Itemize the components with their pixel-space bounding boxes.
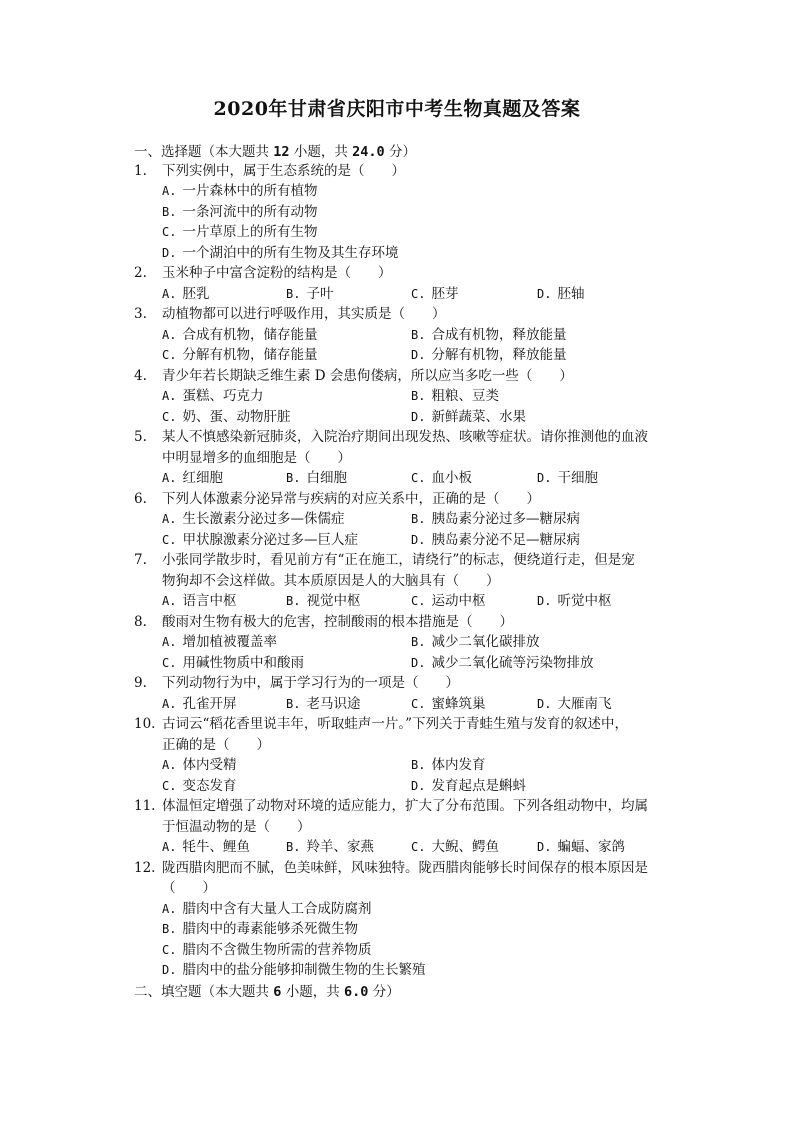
question-text: （ ） bbox=[162, 880, 216, 896]
option-b bbox=[286, 837, 374, 858]
question-stem-line bbox=[134, 366, 694, 387]
option-d bbox=[411, 653, 593, 674]
question-text: 青少年若长期缺乏维生素 D 会患佝偻病，所以应当多吃一些（ ） bbox=[162, 367, 573, 384]
option-c bbox=[411, 591, 485, 612]
option-label: D. bbox=[162, 963, 177, 977]
option-text: 胚轴 bbox=[557, 285, 585, 302]
option-label: D. bbox=[537, 840, 552, 854]
option-label: C. bbox=[162, 409, 177, 424]
option-row bbox=[134, 202, 694, 223]
option-row bbox=[134, 837, 694, 858]
option-label: C. bbox=[162, 348, 177, 362]
question-number: 9. bbox=[134, 675, 147, 691]
question-2 bbox=[134, 263, 694, 304]
option-b bbox=[411, 386, 499, 407]
option-c bbox=[162, 407, 290, 428]
option-label: D. bbox=[537, 594, 552, 608]
option-a bbox=[162, 591, 236, 612]
option-label: A. bbox=[162, 594, 177, 608]
option-text: 红细胞 bbox=[182, 470, 223, 486]
question-stem-line bbox=[134, 735, 694, 756]
question-10 bbox=[134, 714, 694, 796]
option-label: B. bbox=[411, 327, 426, 342]
option-label: B. bbox=[162, 204, 177, 219]
option-row bbox=[134, 653, 694, 674]
option-c bbox=[411, 694, 485, 715]
question-text: 小张同学散步时，看见前方有“正在施工，请绕行”的标志，便绕道行走，但是宠 bbox=[162, 552, 635, 568]
question-stem-line bbox=[134, 673, 694, 694]
section-header-fill: 二、填空题（本大题共 6 小题，共 6.0 分） bbox=[134, 984, 400, 1000]
question-text: 物狗却不会这样做。其本质原因是人的大脑具有（ ） bbox=[162, 572, 500, 589]
option-label: B. bbox=[411, 512, 426, 526]
option-text: 蜜蜂筑巢 bbox=[431, 695, 486, 712]
question-stem-line bbox=[134, 714, 694, 735]
option-a bbox=[162, 284, 209, 305]
question-text: 下列人体激素分泌异常与疾病的对应关系中，正确的是（ ） bbox=[162, 490, 540, 507]
option-text: 胰岛素分泌过多—糖尿病 bbox=[431, 511, 580, 527]
option-label: C. bbox=[162, 778, 177, 793]
option-text: 减少二氧化碳排放 bbox=[431, 634, 540, 650]
option-c bbox=[162, 345, 317, 366]
option-b bbox=[286, 591, 360, 612]
option-row bbox=[134, 345, 694, 366]
option-row bbox=[134, 899, 694, 920]
option-text: 奶、蛋、动物肝脏 bbox=[182, 408, 291, 425]
question-text: 动植物都可以进行呼吸作用，其实质是（ ） bbox=[162, 306, 446, 322]
option-label: D. bbox=[411, 532, 426, 547]
option-a bbox=[162, 694, 236, 715]
option-b bbox=[411, 509, 580, 530]
option-row bbox=[134, 776, 694, 797]
option-text: 合成有机物，释放能量 bbox=[431, 326, 567, 343]
option-text: 子叶 bbox=[306, 285, 334, 302]
option-text: 甲状腺激素分泌过多—巨人症 bbox=[182, 531, 358, 548]
option-c bbox=[162, 653, 304, 674]
option-b bbox=[162, 202, 317, 223]
option-d bbox=[411, 776, 526, 797]
question-text: 酸雨对生物有极大的危害，控制酸雨的根本措施是（ ） bbox=[162, 613, 513, 630]
option-label: A. bbox=[162, 512, 177, 526]
question-11 bbox=[134, 796, 694, 858]
question-stem-line bbox=[134, 161, 694, 182]
question-text: 下列实例中，属于生态系统的是（ ） bbox=[162, 162, 405, 179]
option-label: A. bbox=[162, 389, 177, 403]
option-a bbox=[162, 181, 317, 202]
option-d bbox=[537, 468, 598, 489]
option-text: 胚芽 bbox=[431, 285, 459, 302]
option-label: A. bbox=[162, 901, 177, 916]
option-text: 大雁南飞 bbox=[557, 695, 612, 712]
option-label: B. bbox=[411, 758, 426, 772]
option-label: B. bbox=[286, 471, 301, 485]
question-number: 11. bbox=[134, 798, 156, 814]
question-stem-line bbox=[134, 489, 694, 510]
option-text: 羚羊、家燕 bbox=[306, 839, 374, 855]
option-label: B. bbox=[286, 594, 301, 608]
option-label: C. bbox=[411, 286, 426, 301]
option-text: 干细胞 bbox=[557, 470, 598, 486]
option-label: C. bbox=[411, 471, 426, 485]
option-row bbox=[134, 591, 694, 612]
option-a bbox=[162, 468, 223, 489]
option-label: C. bbox=[411, 840, 426, 854]
option-row bbox=[134, 222, 694, 243]
question-12 bbox=[134, 858, 694, 981]
question-number: 4. bbox=[134, 367, 147, 384]
option-text: 一条河流中的所有动物 bbox=[182, 203, 318, 220]
question-number: 5. bbox=[134, 429, 147, 445]
question-6 bbox=[134, 489, 694, 551]
option-label: C. bbox=[162, 655, 177, 670]
question-stem-line bbox=[134, 796, 694, 817]
option-text: 体内发育 bbox=[431, 757, 486, 773]
option-label: D. bbox=[411, 348, 426, 362]
option-c bbox=[162, 776, 236, 797]
question-stem-line bbox=[134, 427, 694, 448]
option-text: 用碱性物质中和酸雨 bbox=[182, 654, 304, 671]
option-d bbox=[162, 960, 425, 981]
option-text: 腊肉中含有大量人工合成防腐剂 bbox=[182, 900, 372, 917]
option-row bbox=[134, 181, 694, 202]
option-row bbox=[134, 284, 694, 305]
option-row bbox=[134, 509, 694, 530]
option-a bbox=[162, 837, 250, 858]
option-a bbox=[162, 386, 263, 407]
option-row bbox=[134, 468, 694, 489]
option-text: 分解有机物，储存能量 bbox=[182, 347, 318, 363]
question-1 bbox=[134, 161, 694, 264]
option-row bbox=[134, 243, 694, 264]
option-d bbox=[537, 284, 584, 305]
question-number: 12. bbox=[134, 859, 156, 876]
option-text: 视觉中枢 bbox=[306, 593, 361, 609]
option-text: 蛋糕、巧克力 bbox=[182, 388, 264, 404]
option-text: 分解有机物，释放能量 bbox=[431, 347, 567, 363]
option-text: 运动中枢 bbox=[431, 593, 486, 609]
option-label: C. bbox=[411, 696, 426, 711]
option-c bbox=[411, 284, 458, 305]
question-text: 于恒温动物的是（ ） bbox=[162, 818, 311, 835]
question-number: 6. bbox=[134, 490, 147, 507]
option-b bbox=[286, 694, 360, 715]
option-text: 语言中枢 bbox=[182, 593, 237, 609]
option-b bbox=[411, 632, 539, 653]
question-3 bbox=[134, 304, 694, 366]
option-text: 大鲵、鳄鱼 bbox=[431, 839, 499, 855]
question-stem-line bbox=[134, 612, 694, 633]
option-text: 体内受精 bbox=[182, 757, 237, 773]
option-d bbox=[537, 837, 625, 858]
option-c bbox=[411, 837, 499, 858]
option-text: 腊肉中的毒素能够杀死微生物 bbox=[182, 921, 358, 937]
option-text: 一片森林中的所有植物 bbox=[182, 183, 318, 199]
question-stem-line bbox=[134, 550, 694, 571]
option-label: A. bbox=[162, 471, 177, 485]
option-b bbox=[286, 284, 333, 305]
option-a bbox=[162, 632, 277, 653]
question-7 bbox=[134, 550, 694, 612]
option-label: B. bbox=[286, 696, 301, 711]
option-text: 粗粮、豆类 bbox=[431, 388, 499, 404]
option-text: 新鲜蔬菜、水果 bbox=[431, 408, 526, 425]
question-text: 古词云“稻花香里说丰年，听取蛙声一片。”下列关于青蛙生殖与发育的叙述中， bbox=[162, 716, 629, 732]
option-label: A. bbox=[162, 635, 177, 649]
option-text: 变态发育 bbox=[182, 777, 237, 794]
option-label: D. bbox=[411, 778, 426, 793]
option-d bbox=[411, 530, 580, 551]
option-label: A. bbox=[162, 758, 177, 772]
option-label: D. bbox=[411, 655, 426, 670]
option-a bbox=[162, 755, 236, 776]
option-b bbox=[162, 919, 358, 940]
option-a bbox=[162, 325, 317, 346]
question-text: 下列动物行为中，属于学习行为的一项是（ ） bbox=[162, 675, 459, 691]
question-text: 陇西腊肉肥而不腻，色美味鲜，风味独特。陇西腊肉能够长时间保存的根本原因是 bbox=[162, 859, 648, 876]
option-text: 一片草原上的所有生物 bbox=[182, 224, 318, 240]
option-label: B. bbox=[411, 635, 426, 649]
option-text: 增加植被覆盖率 bbox=[182, 634, 277, 650]
option-label: B. bbox=[162, 922, 177, 936]
option-text: 腊肉中的盐分能够抑制微生物的生长繁殖 bbox=[182, 962, 426, 978]
option-c bbox=[162, 940, 371, 961]
option-text: 合成有机物，储存能量 bbox=[182, 326, 318, 343]
question-number: 8. bbox=[134, 613, 147, 630]
option-row bbox=[134, 940, 694, 961]
option-label: B. bbox=[286, 840, 301, 854]
question-stem-line bbox=[134, 263, 694, 284]
option-label: C. bbox=[162, 942, 177, 957]
question-8 bbox=[134, 612, 694, 674]
question-number: 2. bbox=[134, 265, 147, 281]
option-label: B. bbox=[411, 389, 426, 403]
option-text: 胰岛素分泌不足—糖尿病 bbox=[431, 531, 580, 548]
option-text: 发育起点是蝌蚪 bbox=[431, 777, 526, 794]
option-row bbox=[134, 632, 694, 653]
option-text: 牦牛、鲤鱼 bbox=[182, 839, 250, 855]
option-a bbox=[162, 509, 344, 530]
option-row bbox=[134, 530, 694, 551]
option-label: A. bbox=[162, 184, 177, 198]
option-label: D. bbox=[162, 245, 177, 260]
option-b bbox=[411, 325, 566, 346]
question-text: 某人不慎感染新冠肺炎，入院治疗期间出现发热、咳嗽等症状。请你推测他的血液 bbox=[162, 429, 648, 445]
option-text: 一个湖泊中的所有生物及其生存环境 bbox=[182, 244, 399, 261]
option-text: 生长激素分泌过多—侏儒症 bbox=[182, 511, 345, 527]
option-d bbox=[537, 591, 611, 612]
question-stem-line bbox=[134, 448, 694, 469]
option-row bbox=[134, 407, 694, 428]
option-d bbox=[537, 694, 611, 715]
question-9 bbox=[134, 673, 694, 714]
question-text: 中明显增多的血细胞是（ ） bbox=[162, 449, 351, 466]
option-row bbox=[134, 919, 694, 940]
option-label: D. bbox=[411, 409, 426, 424]
question-stem-line bbox=[134, 571, 694, 592]
question-stem-line bbox=[134, 878, 694, 899]
option-text: 血小板 bbox=[431, 470, 472, 486]
option-row bbox=[134, 694, 694, 715]
option-c bbox=[411, 468, 472, 489]
question-stem-line bbox=[134, 817, 694, 838]
option-text: 蝙蝠、家鸽 bbox=[557, 839, 625, 855]
option-text: 孔雀开屏 bbox=[182, 695, 237, 712]
question-number: 3. bbox=[134, 306, 147, 322]
section-header-choice: 一、选择题（本大题共 12 小题，共 24.0 分） bbox=[134, 144, 416, 160]
option-row bbox=[134, 960, 694, 981]
option-label: C. bbox=[411, 594, 426, 608]
option-label: A. bbox=[162, 286, 177, 301]
option-label: A. bbox=[162, 840, 177, 854]
option-label: D. bbox=[537, 286, 552, 301]
question-text: 玉米种子中富含淀粉的结构是（ ） bbox=[162, 265, 392, 281]
option-d bbox=[411, 345, 566, 366]
option-b bbox=[286, 468, 347, 489]
option-text: 腊肉不含微生物所需的营养物质 bbox=[182, 941, 372, 958]
option-a bbox=[162, 899, 371, 920]
option-label: B. bbox=[286, 286, 301, 301]
option-label: D. bbox=[537, 471, 552, 485]
question-text: 体温恒定增强了动物对环境的适应能力，扩大了分布范围。下列各组动物中，均属 bbox=[162, 798, 648, 814]
option-row bbox=[134, 386, 694, 407]
question-5 bbox=[134, 427, 694, 489]
option-label: D. bbox=[537, 696, 552, 711]
option-label: C. bbox=[162, 225, 177, 239]
question-number: 10. bbox=[134, 716, 156, 732]
option-label: C. bbox=[162, 532, 177, 547]
option-text: 听觉中枢 bbox=[557, 593, 612, 609]
option-c bbox=[162, 530, 358, 551]
page-title: 2020年甘肃省庆阳市中考生物真题及答案 bbox=[213, 98, 581, 120]
question-4 bbox=[134, 366, 694, 428]
option-b bbox=[411, 755, 485, 776]
option-text: 老马识途 bbox=[306, 695, 361, 712]
question-stem-line bbox=[134, 858, 694, 879]
option-c bbox=[162, 222, 317, 243]
option-label: A. bbox=[162, 327, 177, 342]
option-text: 白细胞 bbox=[306, 470, 347, 486]
option-label: A. bbox=[162, 696, 177, 711]
option-text: 减少二氧化硫等污染物排放 bbox=[431, 654, 594, 671]
question-stem-line bbox=[134, 304, 694, 325]
option-row bbox=[134, 325, 694, 346]
option-d bbox=[411, 407, 526, 428]
option-row bbox=[134, 755, 694, 776]
option-text: 胚乳 bbox=[182, 285, 210, 302]
question-number: 1. bbox=[134, 162, 147, 179]
option-d bbox=[162, 243, 398, 264]
question-number: 7. bbox=[134, 552, 147, 568]
question-text: 正确的是（ ） bbox=[162, 736, 270, 753]
